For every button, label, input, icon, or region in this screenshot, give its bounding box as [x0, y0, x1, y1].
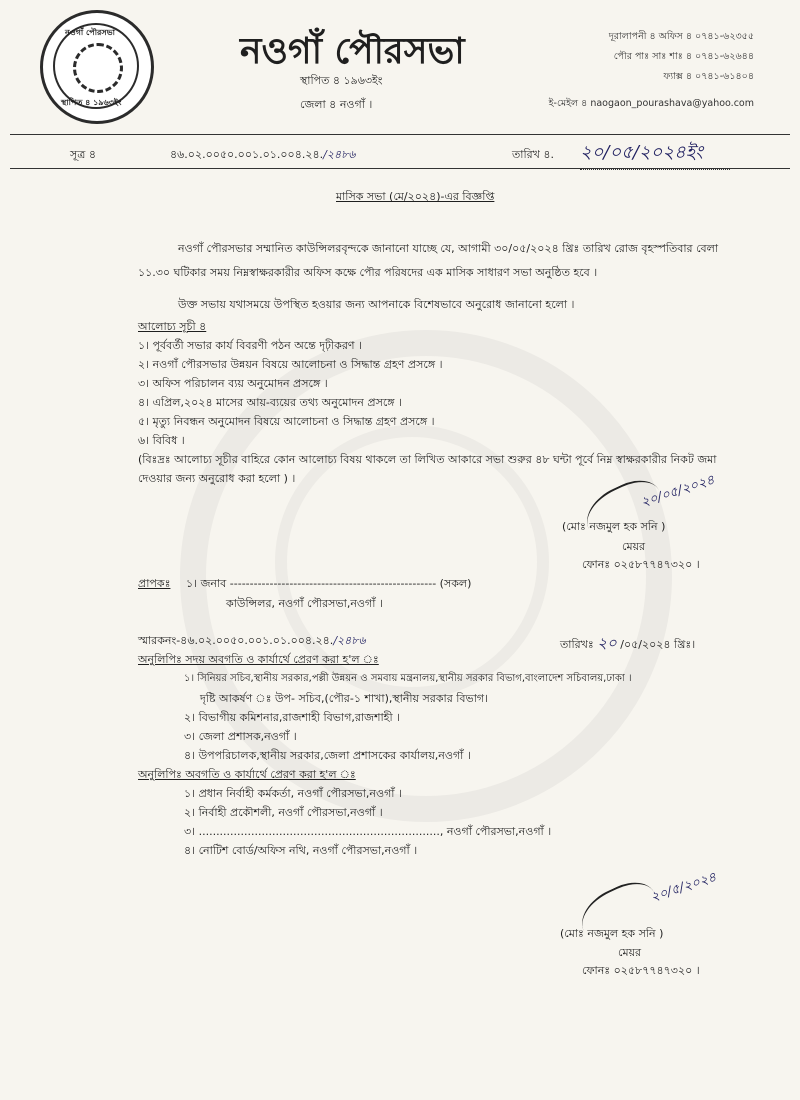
municipality-seal-logo [40, 10, 154, 124]
agenda-item: ৬। বিবিধ । [138, 434, 185, 447]
page-title: নওগাঁ পৌরসভা [240, 30, 465, 72]
ref-number-printed: ৪৬.০২.০০৫০.০০১.০১.০০৪.২৪. [170, 148, 324, 161]
signature-1-date: ২০/০৫/২০২৪ [639, 472, 717, 511]
ref-date-handwritten: ২০/০৫/২০২৪ইং [580, 138, 730, 170]
ref-date-label: তারিখ ৪. [512, 148, 554, 161]
cc2-item: ৩। ....................................................................., নওগাঁ পৌরসভা,নওগাঁ । [184, 825, 552, 838]
email-line [549, 97, 754, 112]
memo-date-handwritten: ২০ [597, 634, 617, 652]
phone-office: দূরালাপনী ৪ অফিস ৪ ০৭৪১-৬২৩৫৫ [608, 31, 754, 42]
cc1-item: ২। বিভাগীয় কমিশনার,রাজশাহী বিভাগ,রাজশাহী । [184, 711, 401, 724]
cc2-item: ৪। নোটিশ বোর্ড/অফিস নথি, নওগাঁ পৌরসভা,নওগাঁ । [184, 844, 418, 857]
email-label: ই-মেইল ৪ [548, 98, 588, 109]
recipient-line-2: কাউন্সিলর, নওগাঁ পৌরসভা,নওগাঁ । [226, 597, 383, 610]
memo-number-handwritten: /২৪৮৬ [333, 634, 366, 647]
cc2-item: ১। প্রধান নির্বাহী কর্মকর্তা, নওগাঁ পৌরসভা,নওগাঁ । [184, 787, 402, 800]
signature-1-title: মেয়র [622, 540, 646, 553]
signature-2-phone: ফোনঃ ০২৫৮৭৭৪৭৩২০ । [582, 964, 700, 977]
agenda-heading: আলোচ্য সূচী ৪ [138, 320, 207, 333]
seal-text-bottom: স্থাপিত ৪ ১৯৬৩ইং [61, 98, 122, 107]
agenda-item: ১। পূর্ববর্তী সভার কার্য বিবরণী পঠন অন্তে দৃঢ়ীকরণ । [138, 339, 363, 352]
email-address: naogaon_pourashava@yahoo.com [590, 98, 754, 109]
ref-label: সূত্র ৪ [70, 148, 96, 161]
district-text: জেলা ৪ নওগাঁ । [300, 98, 373, 111]
phone-mayor: পৌর পাঃ সাঃ শাঃ ৪ ০৭৪১-৬২৬৪৪ [613, 51, 754, 62]
memo-date-rest: /০৫/২০২৪ খ্রিঃ। [620, 638, 696, 651]
body-line-1: নওগাঁ পৌরসভার সম্মানিত কাউন্সিলরবৃন্দকে জানানো যাচ্ছে যে, আগামী ৩০/০৫/২০২৪ খ্রিঃ তারিখ রোজ বৃহস্পতিবার বেলা [178, 242, 719, 255]
memo-number [138, 632, 366, 651]
recipient-line-1: ১। জনাব ---------------------------------------------------- (সকল) [186, 577, 472, 590]
ref-number-handwritten: /২৪৮৬ [323, 148, 356, 161]
ref-divider [10, 168, 790, 169]
cc2-item: ২। নির্বাহী প্রকৌশলী, নওগাঁ পৌরসভা,নওগাঁ । [184, 806, 383, 819]
subject-heading: মাসিক সভা (মে/২০২৪)-এর বিজ্ঞপ্তি [336, 190, 495, 203]
memo-date-label: তারিখঃ [560, 638, 594, 651]
established-text: স্থাপিত ৪ ১৯৬৩ইং [300, 74, 383, 87]
seal-gear [73, 43, 123, 93]
recipient-label: প্রাপকঃ [138, 577, 171, 590]
header-divider [10, 134, 790, 135]
signature-2-name: (মোঃ নজমুল হক সনি ) [560, 927, 664, 940]
cc1-item: ১। সিনিয়র সচিব,স্থানীয় সরকার,পল্লী উন্নয়ন ও সমবায় মন্ত্রনালয়,স্থানীয় সরকার বিভাগ,বাংলাদেশ সচিবালয়,ঢাকা । [184, 673, 632, 684]
agenda-item: ৪। এপ্রিল,২০২৪ মাসের আয়-ব্যয়ের তথ্য অনুমোদন প্রসঙ্গে । [138, 396, 402, 409]
signature-2-title: মেয়র [618, 946, 642, 959]
ref-number [170, 146, 355, 165]
signature-2-date: ২০/৫/২০২৪ [649, 869, 719, 906]
signature-1-name: (মোঃ নজমুল হক সনি ) [562, 520, 666, 533]
memo-number-printed: স্মারকনং-৪৬.০২.০০৫০.০০১.০১.০০৪.২৪. [138, 634, 334, 647]
agenda-item: ৩। অফিস পরিচালন ব্যয় অনুমোদন প্রসঙ্গে । [138, 377, 328, 390]
body-line-2: ১১.৩০ ঘটিকার সময় নিম্নস্বাক্ষরকারীর অফিস কক্ষে পৌর পরিষদের এক মাসিক সাধারণ সভা অনুষ্ঠিত হবে । [138, 266, 598, 279]
agenda-item: ৫। মৃত্যু নিবন্ধন অনুমোদন বিষয়ে আলোচনা ও সিদ্ধান্ত গ্রহণ প্রসঙ্গে । [138, 415, 435, 428]
fax-number: ফ্যাক্স ৪ ০৭৪১-৬১৪০৪ [663, 71, 754, 82]
cc1-item: ৪। উপপরিচালক,স্থানীয় সরকার,জেলা প্রশাসকের কার্যালয়,নওগাঁ । [184, 749, 471, 762]
signature-1-phone: ফোনঃ ০২৫৮৭৭৪৭৩২০ । [582, 558, 700, 571]
memo-date [560, 632, 695, 657]
cc2-heading: অনুলিপিঃ অবগতি ও কার্যার্থে প্রেরণ করা হ'ল ঃ [138, 768, 356, 781]
cc1-heading: অনুলিপিঃ সদয় অবগতি ও কার্যার্থে প্রেরণ করা হ'ল ঃ [138, 653, 379, 666]
agenda-item: ২। নওগাঁ পৌরসভার উন্নয়ন বিষয়ে আলোচনা ও সিদ্ধান্ত গ্রহণ প্রসঙ্গে । [138, 358, 443, 371]
agenda-note-line-1: (বিঃদ্রঃ আলোচ্য সূচীর বাহিরে কোন আলোচ্য বিষয় থাকলে তা লিখিত আকারে সভা শুরুর ৪৮ ঘন্টা পূর্বে নিম্ন স্বাক্ষরকারীর নিকট জমা [138, 453, 717, 466]
cc1-item-attention: দৃষ্টি আকর্ষণ ঃ উপ- সচিব,(পৌর-১ শাখা),স্থানীয় সরকার বিভাগ। [200, 692, 489, 705]
cc1-item: ৩। জেলা প্রশাসক,নওগাঁ । [184, 730, 297, 743]
seal-text-top: নওগাঁ পৌরসভা [65, 28, 115, 37]
agenda-note-line-2: দেওয়ার জন্য অনুরোধ করা হলো ) । [138, 472, 296, 485]
body-line-3: উক্ত সভায় যথাসময়ে উপস্থিত হওয়ার জন্য আপনাকে বিশেষভাবে অনুরোধ জানানো হলো । [178, 298, 575, 311]
